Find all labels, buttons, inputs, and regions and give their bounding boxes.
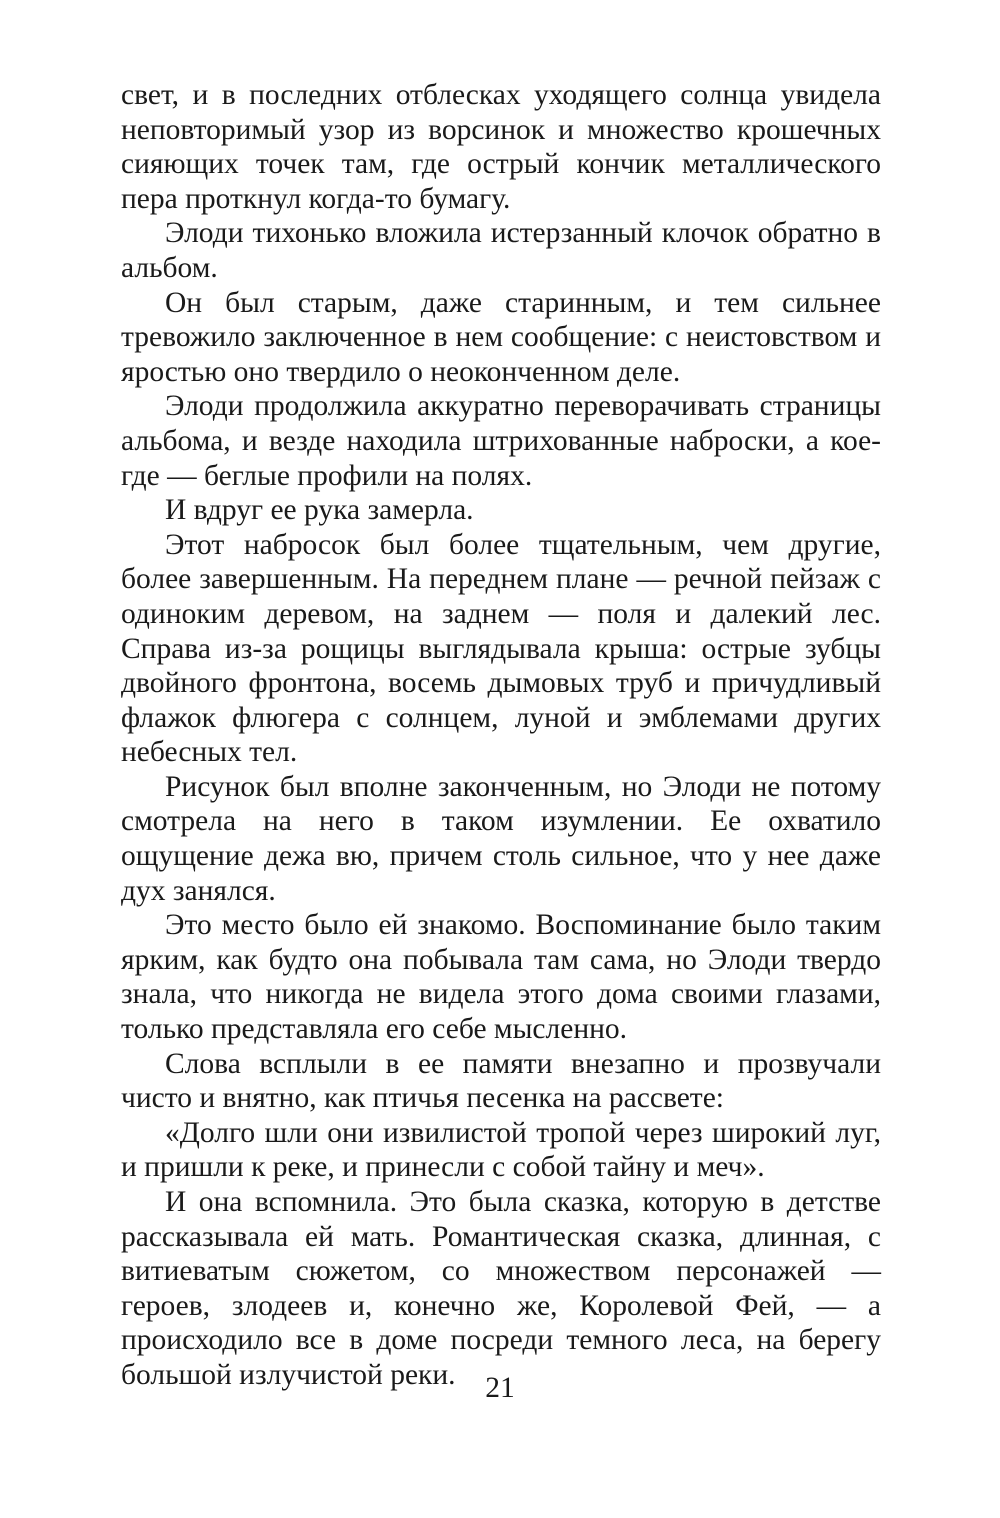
paragraph-9: Слова всплыли в ее памяти внезапно и прозвучали чисто и внятно, как птичья песенка на рассвете: [121, 1047, 881, 1115]
paragraph-11: И она вспомнила. Это была сказка, которую в детстве рассказывала ей мать. Романтическая сказка, длинная, с витиеватым сюжетом, со множеством персонажей — героев, злодеев и, конечно же, Королевой Фей, — а происходило все в доме посреди темного леса, на берегу большой излучистой реки. [121, 1186, 881, 1391]
paragraph-4: Элоди продолжила аккуратно переворачивать страницы альбома, и везде находила штрихованные наброски, а кое-где — беглые профили на полях. [121, 390, 881, 492]
paragraph-1: свет, и в последних отблесках уходящего солнца увидела неповторимый узор из ворсинок и множество крошечных сияющих точек там, где острый кончик металлического пера проткнул когда-то бумагу. [121, 79, 881, 215]
paragraph-10: «Долго шли они извилистой тропой через широкий луг, и пришли к реке, и принесли с собой тайну и меч». [121, 1116, 881, 1184]
paragraph-5: И вдруг ее рука замерла. [165, 494, 474, 527]
page-number: 21 [485, 1372, 515, 1404]
paragraph-8: Это место было ей знакомо. Воспоминание было таким ярким, как будто она побывала там сама, но Элоди твердо знала, что никогда не видела этого дома своими глазами, только представляла его себе мысленно. [121, 909, 881, 1046]
paragraph-6: Этот набросок был более тщательным, чем другие, более завершенным. На переднем плане — речной пейзаж с одиноким деревом, на заднем — поля и далекий лес. Справа из-за рощицы выглядывала крыша: острые зубцы двойного фронтона, восемь дымовых труб и причудливый флажок флюгера с солнцем, луной и эмблемами других небесных тел. [121, 528, 881, 769]
page-body [121, 78, 881, 1393]
paragraph-2: Элоди тихонько вложила истерзанный клочок обратно в альбом. [121, 217, 881, 284]
paragraph-3: Он был старым, даже старинным, и тем сильнее тревожило заключенное в нем сообщение: с неистовством и яростью оно твердило о неоконченном деле. [121, 286, 881, 388]
paragraph-7: Рисунок был вполне законченным, но Элоди не потому смотрела на него в таком изумлении. Ее охватило ощущение дежа вю, причем столь сильное, что у нее даже дух занялся. [121, 770, 881, 907]
